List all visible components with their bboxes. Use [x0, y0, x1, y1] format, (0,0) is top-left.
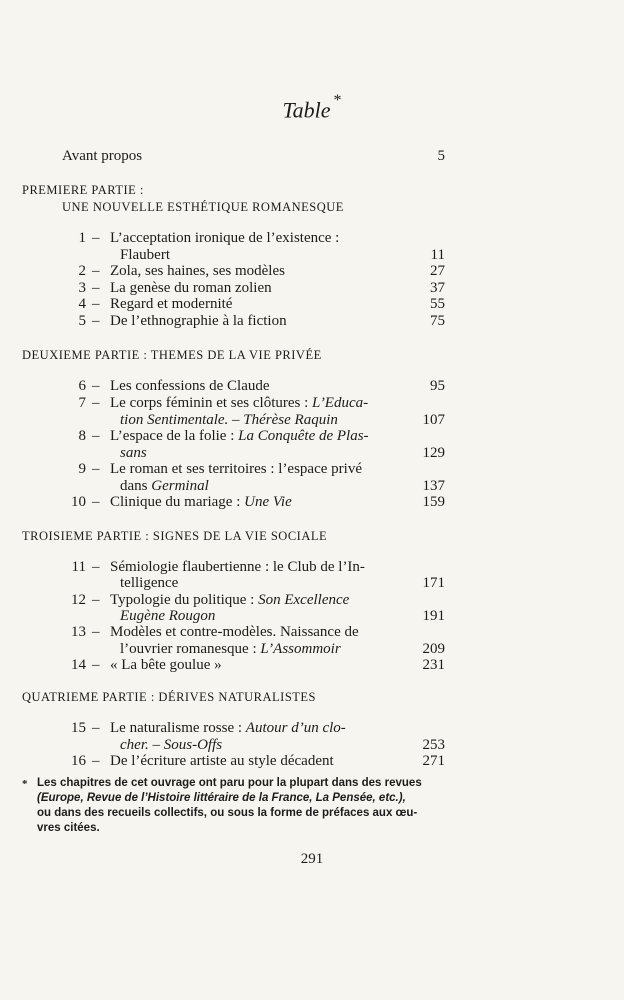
title-text: Table: [282, 97, 331, 123]
chapter-title-cont: sans: [120, 445, 147, 461]
chapter-title: Sémiologie flaubertienne : le Club de l’In-: [110, 559, 365, 575]
chapter-title: L’acceptation ironique de l’existence :: [110, 230, 340, 246]
chapter-number: 8: [78, 428, 86, 444]
chapter-page: 231: [422, 657, 445, 673]
chapter-page: 11: [430, 247, 445, 263]
chapter-title-cont: telligence: [120, 575, 179, 591]
chapter-dash: –: [92, 592, 100, 608]
chapter-number: 4: [78, 296, 86, 312]
chapter-dash: –: [92, 494, 100, 510]
chapter-dash: –: [92, 624, 100, 640]
chapter-dash: –: [92, 395, 100, 411]
chapter-title-cont: dans Germinal: [120, 478, 209, 494]
chapter-page: 107: [422, 412, 445, 428]
chapter-page: 209: [422, 641, 445, 657]
chapter-title-cont: l’ouvrier romanesque : L’Assommoir: [120, 641, 341, 657]
footnote-line: vres citées.: [37, 822, 100, 834]
chapter-page: 129: [422, 445, 445, 461]
footnote-line: Les chapitres de cet ouvrage ont paru pour la plupart dans des revues: [37, 777, 422, 789]
chapter-dash: –: [92, 753, 100, 769]
chapter-page: 191: [422, 608, 445, 624]
chapter-title: Regard et modernité: [110, 296, 233, 312]
chapter-dash: –: [92, 657, 100, 673]
chapter-dash: –: [92, 720, 100, 736]
part-4-heading: QUATRIEME PARTIE : DÉRIVES NATURALISTES: [22, 690, 316, 704]
chapter-title: « La bête goulue »: [110, 657, 222, 673]
chapter-dash: –: [92, 280, 100, 296]
chapter-title: Les confessions de Claude: [110, 378, 270, 394]
chapter-dash: –: [92, 263, 100, 279]
chapter-title-cont: cher. – Sous-Offs: [120, 737, 223, 753]
chapter-title: Le roman et ses territoires : l’espace privé: [110, 461, 362, 477]
chapter-dash: –: [92, 378, 100, 394]
chapter-number: 9: [78, 461, 86, 477]
chapter-title: La genèse du roman zolien: [110, 280, 272, 296]
chapter-dash: –: [92, 428, 100, 444]
chapter-title: Le naturalisme rosse : Autour d’un clo-: [110, 720, 346, 736]
chapter-number: 13: [71, 624, 86, 640]
chapter-dash: –: [92, 559, 100, 575]
chapter-dash: –: [92, 461, 100, 477]
footnote-mark: *: [22, 778, 28, 790]
chapter-number: 3: [78, 280, 86, 296]
chapter-page: 95: [430, 378, 445, 394]
chapter-number: 15: [71, 720, 86, 736]
title-footnote-mark: *: [333, 92, 342, 109]
chapter-page: 37: [430, 280, 445, 296]
chapter-number: 11: [71, 559, 86, 575]
chapter-page: 271: [422, 753, 445, 769]
chapter-title-cont: Eugène Rougon: [120, 608, 216, 624]
chapter-number: 10: [71, 494, 86, 510]
part-3-heading: TROISIEME PARTIE : SIGNES DE LA VIE SOCIALE: [22, 529, 328, 543]
chapter-dash: –: [92, 296, 100, 312]
chapter-number: 5: [78, 313, 86, 329]
part-2-heading: DEUXIEME PARTIE : THEMES DE LA VIE PRIVÉE: [22, 348, 322, 362]
chapter-title: Clinique du mariage : Une Vie: [110, 494, 292, 510]
avant-propos-label: Avant propos: [62, 148, 143, 164]
chapter-page: 171: [422, 575, 445, 591]
chapter-title-cont: tion Sentimentale. – Thérèse Raquin: [120, 412, 338, 428]
page-title: [0, 92, 624, 123]
chapter-dash: –: [92, 230, 100, 246]
chapter-number: 6: [78, 378, 86, 394]
chapter-page: 27: [430, 263, 445, 279]
page-number: 291: [300, 851, 324, 867]
chapter-number: 14: [71, 657, 86, 673]
chapter-number: 12: [71, 592, 86, 608]
chapter-number: 16: [71, 753, 86, 769]
chapter-page: 137: [422, 478, 445, 494]
chapter-title: Typologie du politique : Son Excellence: [110, 592, 350, 608]
chapter-number: 1: [78, 230, 86, 246]
chapter-title: De l’ethnographie à la fiction: [110, 313, 287, 329]
chapter-title: Zola, ses haines, ses modèles: [110, 263, 285, 279]
chapter-number: 7: [78, 395, 86, 411]
chapter-number: 2: [78, 263, 86, 279]
chapter-title: De l’écriture artiste au style décadent: [110, 753, 334, 769]
chapter-page: 75: [430, 313, 445, 329]
part-1-subtitle: UNE NOUVELLE ESTHÉTIQUE ROMANESQUE: [62, 200, 344, 214]
avant-propos-page: 5: [437, 148, 445, 164]
chapter-dash: –: [92, 313, 100, 329]
chapter-page: 55: [430, 296, 445, 312]
footnote-line: ou dans des recueils collectifs, ou sous la forme de préfaces aux œu-: [37, 807, 418, 819]
footnote-line: (Europe, Revue de l’Histoire littéraire de la France, La Pensée, etc.),: [37, 792, 406, 804]
chapter-title: L’espace de la folie : La Conquête de Plas-: [110, 428, 369, 444]
chapter-title-cont: Flaubert: [120, 247, 170, 263]
chapter-page: 253: [422, 737, 445, 753]
part-1-heading: PREMIERE PARTIE :: [22, 183, 144, 197]
chapter-page: 159: [422, 494, 445, 510]
chapter-title: Modèles et contre-modèles. Naissance de: [110, 624, 359, 640]
chapter-title: Le corps féminin et ses clôtures : L’Educa-: [110, 395, 369, 411]
